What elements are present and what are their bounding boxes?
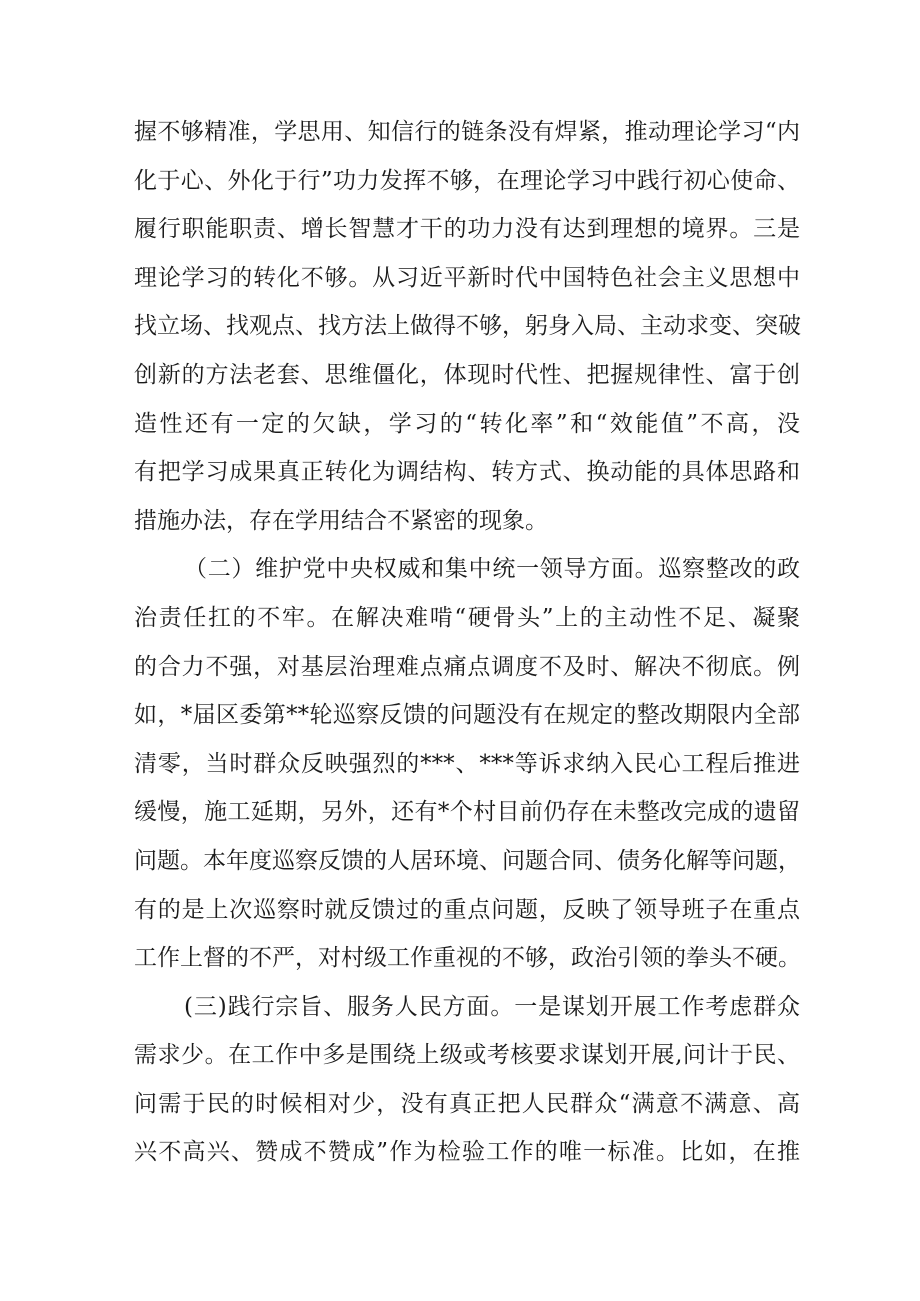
text-line: 需求少。在工作中多是围绕上级或考核要求谋划开展,问计于民、 (134, 1042, 800, 1069)
text-line: 如，*届区委第**轮巡察反馈的问题没有在规定的整改期限内全部 (134, 702, 800, 729)
paragraph-heading-line: (三)践行宗旨、服务人民方面。一是谋划开展工作考虑群众 (184, 993, 800, 1020)
text-line: 找立场、找观点、找方法上做得不够，躬身入局、主动求变、突破 (134, 313, 801, 340)
text-line: 履行职能职责、增长智慧才干的功力没有达到理想的境界。三是 (134, 216, 800, 243)
text-line: 的合力不强，对基层治理难点痛点调度不及时、解决不彻底。例 (134, 653, 800, 680)
text-line: 创新的方法老套、思维僵化，体现时代性、把握规律性、富于创 (134, 361, 800, 388)
text-line: 措施办法，存在学用结合不紧密的现象。 (134, 507, 548, 534)
paragraph-heading-line: （二）维护党中央权威和集中统一领导方面。巡察整改的政 (184, 556, 800, 583)
paragraph-2 (134, 545, 800, 982)
text-line: 问需于民的时候相对少，没有真正把人民群众“满意不满意、高 (134, 1090, 800, 1117)
text-line: 握不够精准，学思用、知信行的链条没有焊紧，推动理论学习“内 (134, 119, 800, 145)
paragraph-3 (134, 983, 800, 1177)
text-line: 有的是上次巡察时就反馈过的重点问题，反映了领导班子在重点 (134, 896, 800, 923)
text-line: 有把学习成果真正转化为调结构、转方式、换动能的具体思路和 (134, 459, 800, 486)
text-line: 工作上督的不严，对村级工作重视的不够，政治引领的拳头不硬。 (134, 945, 801, 972)
document-body (134, 108, 800, 1177)
text-line: 问题。本年度巡察反馈的人居环境、问题合同、债务化解等问题， (134, 847, 801, 874)
text-line: 理论学习的转化不够。从习近平新时代中国特色社会主义思想中 (134, 264, 800, 291)
text-line: 清零，当时群众反映强烈的***、***等诉求纳入民心工程后推进 (134, 750, 800, 777)
text-line: 造性还有一定的欠缺，学习的“转化率”和“效能值”不高，没 (134, 410, 800, 437)
text-line: 治责任扛的不牢。在解决难啃“硬骨头”上的主动性不足、凝聚 (134, 604, 800, 631)
text-line: 缓慢，施工延期，另外，还有*个村目前仍存在未整改完成的遗留 (134, 799, 800, 826)
text-line: 兴不高兴、赞成不赞成”作为检验工作的唯一标准。比如，在推 (134, 1139, 800, 1166)
text-line: 化于心、外化于行”功力发挥不够，在理论学习中践行初心使命、 (134, 167, 800, 194)
paragraph-1 (134, 108, 800, 545)
